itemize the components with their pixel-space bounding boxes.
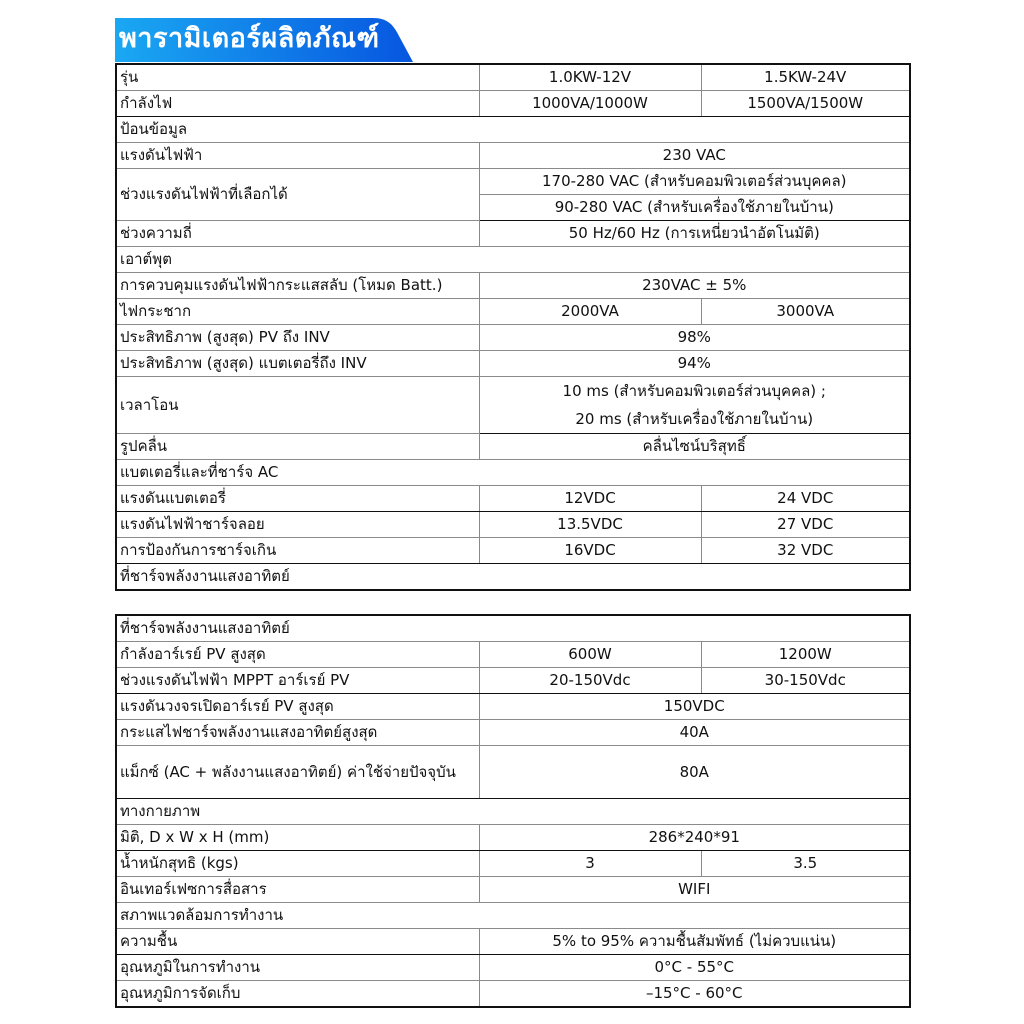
spec-label: อินเทอร์เฟซการสื่อสาร: [116, 877, 479, 903]
spec-label: แรงดันไฟฟ้าชาร์จลอย: [116, 512, 479, 538]
spec-table-main: [115, 63, 911, 591]
spec-row: [116, 642, 910, 668]
spec-row: [116, 746, 910, 799]
spec-row: [116, 877, 910, 903]
spec-row: [116, 221, 910, 247]
spec-label: แรงดันไฟฟ้า: [116, 143, 479, 169]
spec-row: [116, 955, 910, 981]
spec-value: –15°C - 60°C: [479, 981, 910, 1008]
spec-value: 10 ms (สำหรับคอมพิวเตอร์ส่วนบุคคล) ;: [479, 377, 910, 406]
section-header-row: [116, 117, 910, 143]
spec-row: [116, 694, 910, 720]
spec-value-model-2: 32 VDC: [701, 538, 910, 564]
spec-row: [116, 929, 910, 955]
spec-label: ช่วงความถี่: [116, 221, 479, 247]
spec-row: [116, 825, 910, 851]
spec-table-solar: [115, 614, 911, 1008]
spec-label: มิติ, D x W x H (mm): [116, 825, 479, 851]
spec-value-model-1: 13.5VDC: [479, 512, 701, 538]
section-header: แบตเตอรี่และที่ชาร์จ AC: [116, 460, 910, 486]
spec-value-model-1: 2000VA: [479, 299, 701, 325]
spec-label: ประสิทธิภาพ (สูงสุด) แบตเตอรี่ถึง INV: [116, 351, 479, 377]
spec-row: [116, 273, 910, 299]
spec-value: 230VAC ± 5%: [479, 273, 910, 299]
spec-row: [116, 538, 910, 564]
spec-row: [116, 91, 910, 117]
spec-label: ไฟกระชาก: [116, 299, 479, 325]
spec-value: 50 Hz/60 Hz (การเหนี่ยวนำอัตโนมัติ): [479, 221, 910, 247]
section-header: ที่ชาร์จพลังงานแสงอาทิตย์: [116, 615, 910, 642]
spec-value-model-1: 1000VA/1000W: [479, 91, 701, 117]
spec-value: 20 ms (สำหรับเครื่องใช้ภายในบ้าน): [479, 405, 910, 434]
spec-label: อุณหภูมิการจัดเก็บ: [116, 981, 479, 1008]
spec-label: น้ำหนักสุทธิ (kgs): [116, 851, 479, 877]
spec-label: ช่วงแรงดันไฟฟ้าที่เลือกได้: [116, 169, 479, 221]
spec-value-model-2: 30-150Vdc: [701, 668, 910, 694]
spec-row: [116, 64, 910, 91]
spec-value: 80A: [479, 746, 910, 799]
spec-label: ประสิทธิภาพ (สูงสุด) PV ถึง INV: [116, 325, 479, 351]
spec-label: อุณหภูมิในการทำงาน: [116, 955, 479, 981]
spec-row: [116, 981, 910, 1008]
spec-row: [116, 720, 910, 746]
section-header-row: [116, 615, 910, 642]
spec-value-model-2: 27 VDC: [701, 512, 910, 538]
spec-label: รุ่น: [116, 64, 479, 91]
spec-row: [116, 434, 910, 460]
spec-label: แรงดันวงจรเปิดอาร์เรย์ PV สูงสุด: [116, 694, 479, 720]
spec-row: [116, 668, 910, 694]
spec-row: [116, 486, 910, 512]
section-header-row: [116, 460, 910, 486]
spec-value-model-1: 16VDC: [479, 538, 701, 564]
spec-value: 230 VAC: [479, 143, 910, 169]
section-header-row: [116, 564, 910, 591]
spec-label: การป้องกันการชาร์จเกิน: [116, 538, 479, 564]
spec-label: เวลาโอน: [116, 377, 479, 434]
spec-row: [116, 351, 910, 377]
page-title: พารามิเตอร์ผลิตภัณฑ์: [119, 23, 380, 54]
spec-value-model-2: 3000VA: [701, 299, 910, 325]
spec-value: 286*240*91: [479, 825, 910, 851]
spec-row: [116, 299, 910, 325]
spec-value: WIFI: [479, 877, 910, 903]
spec-value: 150VDC: [479, 694, 910, 720]
spec-value-model-1: 1.0KW-12V: [479, 64, 701, 91]
spec-label: การควบคุมแรงดันไฟฟ้ากระแสสลับ (โหมด Batt.): [116, 273, 479, 299]
section-header: ป้อนข้อมูล: [116, 117, 910, 143]
section-header: ที่ชาร์จพลังงานแสงอาทิตย์: [116, 564, 910, 591]
spec-row: [116, 325, 910, 351]
spec-label: กระแสไฟชาร์จพลังงานแสงอาทิตย์สูงสุด: [116, 720, 479, 746]
spec-row: [116, 377, 910, 406]
spec-value-model-2: 1.5KW-24V: [701, 64, 910, 91]
spec-label: กำลังอาร์เรย์ PV สูงสุด: [116, 642, 479, 668]
spec-value-model-1: 3: [479, 851, 701, 877]
spec-label: กำลังไฟ: [116, 91, 479, 117]
spec-value: 90-280 VAC (สำหรับเครื่องใช้ภายในบ้าน): [479, 195, 910, 221]
spec-value-model-1: 20-150Vdc: [479, 668, 701, 694]
spec-value: 94%: [479, 351, 910, 377]
spec-label: แรงดันแบตเตอรี่: [116, 486, 479, 512]
spec-value-model-2: 24 VDC: [701, 486, 910, 512]
section-header-row: [116, 799, 910, 825]
section-header: เอาต์พุต: [116, 247, 910, 273]
spec-row: [116, 143, 910, 169]
spec-value-model-2: 1200W: [701, 642, 910, 668]
spec-row: [116, 851, 910, 877]
spec-value: คลื่นไซน์บริสุทธิ์: [479, 434, 910, 460]
spec-label: รูปคลื่น: [116, 434, 479, 460]
section-header: สภาพแวดล้อมการทำงาน: [116, 903, 910, 929]
spec-value-model-2: 1500VA/1500W: [701, 91, 910, 117]
section-header-row: [116, 247, 910, 273]
spec-label: ความชื้น: [116, 929, 479, 955]
spec-value: 40A: [479, 720, 910, 746]
spec-value-model-2: 3.5: [701, 851, 910, 877]
spec-value: 0°C - 55°C: [479, 955, 910, 981]
spec-label: แม็กซ์ (AC + พลังงานแสงอาทิตย์) ค่าใช้จ่ายปัจจุบัน: [116, 746, 479, 799]
spec-row: [116, 169, 910, 195]
section-header: ทางกายภาพ: [116, 799, 910, 825]
spec-label: ช่วงแรงดันไฟฟ้า MPPT อาร์เรย์ PV: [116, 668, 479, 694]
spec-value-model-1: 600W: [479, 642, 701, 668]
spec-value: 98%: [479, 325, 910, 351]
section-header-row: [116, 903, 910, 929]
spec-value: 5% to 95% ความชื้นสัมพัทธ์ (ไม่ควบแน่น): [479, 929, 910, 955]
spec-row: [116, 512, 910, 538]
spec-value-model-1: 12VDC: [479, 486, 701, 512]
spec-value: 170-280 VAC (สำหรับคอมพิวเตอร์ส่วนบุคคล): [479, 169, 910, 195]
title-banner: [115, 16, 415, 62]
